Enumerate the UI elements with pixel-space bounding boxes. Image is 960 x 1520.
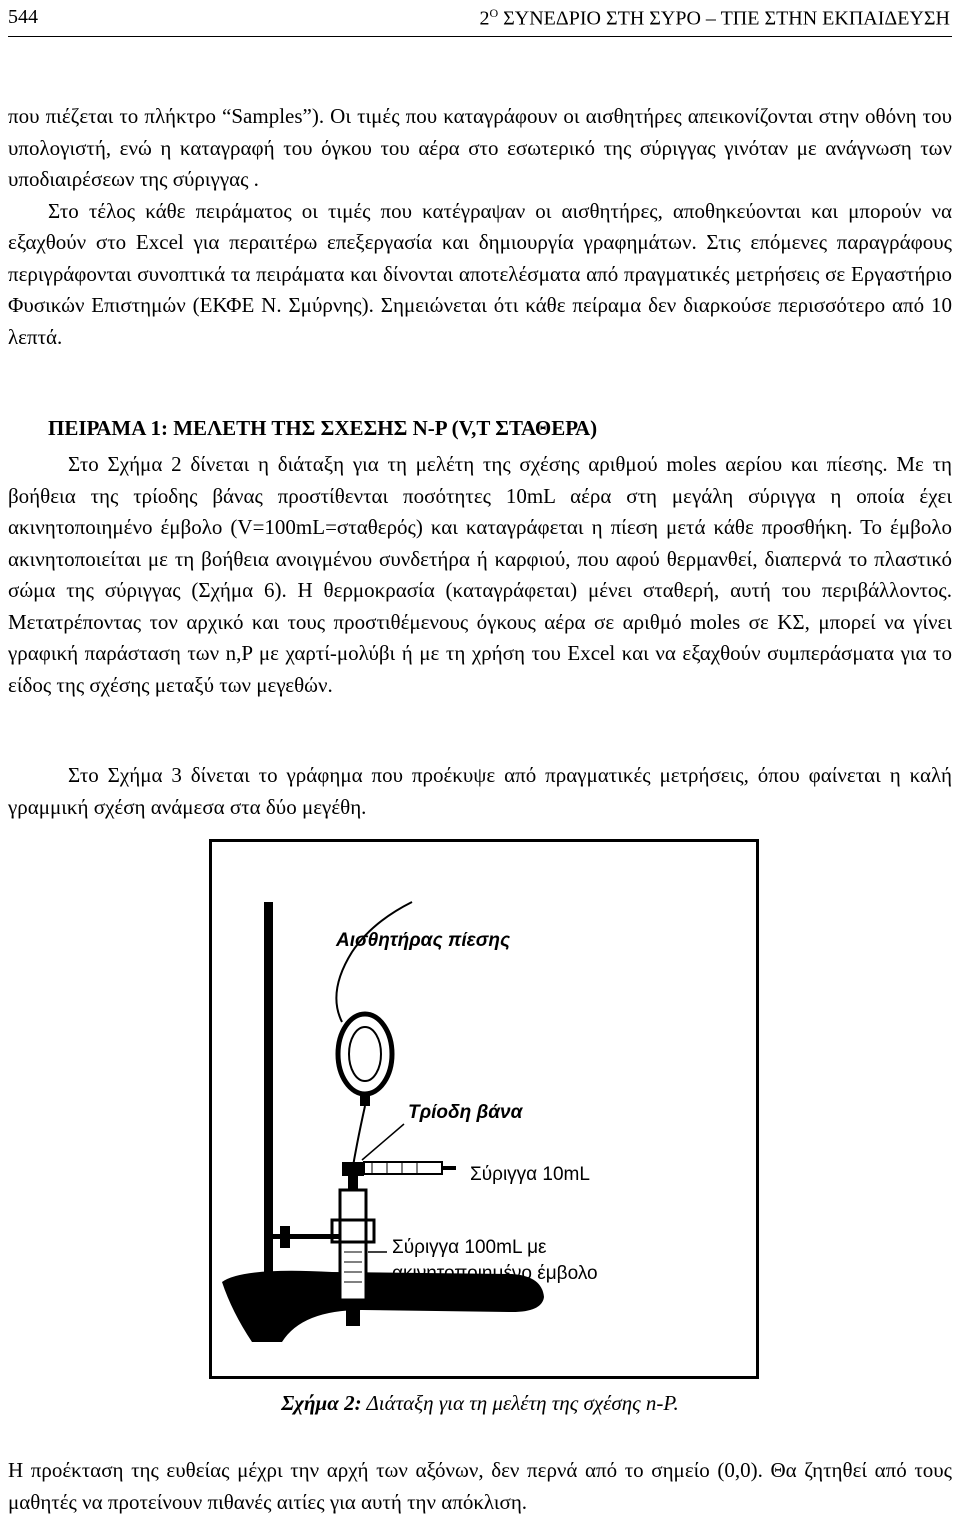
label-pressure-sensor: Αισθητήρας πίεσης bbox=[336, 930, 511, 951]
syringe-10ml bbox=[364, 1162, 442, 1174]
three-way-valve bbox=[342, 1162, 364, 1176]
syringe-10ml-plunger bbox=[442, 1166, 456, 1170]
valve-leader bbox=[362, 1124, 404, 1160]
syringe-100ml bbox=[340, 1190, 366, 1300]
label-syringe-10ml: Σύριγγα 10mL bbox=[470, 1164, 590, 1185]
page-number: 544 bbox=[8, 6, 38, 28]
paragraph-1-part-a: που πιέζεται το πλήκτρο “Samples”). Οι τιμές που καταγράφουν οι αισθητήρες απεικονίζονται στην οθόνη του υπολογιστή, ενώ η καταγραφή του όγκου του αέρα στο εσωτερικό της σύριγγας γινόταν με ανάγνωση των υποδιαιρέσεων της σύριγγας . bbox=[8, 104, 952, 191]
conference-title bbox=[479, 6, 950, 31]
conference-rest: ΣΥΝΕΔΡΙΟ ΣΤΗ ΣΥΡΟ – ΤΠΕ ΣΤΗΝ ΕΚΠΑΙΔΕΥΣΗ bbox=[498, 7, 950, 30]
paragraph-2 bbox=[8, 449, 952, 701]
caption-text: Διάταξη για τη μελέτη της σχέσης n-P. bbox=[361, 1391, 679, 1415]
pressure-sensor-inner bbox=[349, 1027, 381, 1081]
paragraph-4 bbox=[8, 1455, 952, 1518]
figure-apparatus bbox=[209, 839, 759, 1379]
paragraph-1-part-b: Στο τέλος κάθε πειράματος οι τιμές που κατέγραψαν οι αισθητήρες, αποθηκεύονται και μπορούν να εξαχθούν στο Excel για περαιτέρω επεξεργασία και δημιουργία γραφημάτων. Στις επόμενες παραγράφους περιγράφονται συνοπτικά τα πειράματα και δίνονται αποτελέσματα από πραγματικές μετρήσεις σε Εργαστήριο Φυσικών Επιστημών (ΕΚΦΕ Ν. Σμύρνης). Σημειώνεται ότι κάθε πείραμα δεν διαρκούσε περισσότερο από 10 λεπτά. bbox=[8, 198, 952, 349]
paragraph-2-text: Στο Σχήμα 2 δίνεται η διάταξη για τη μελέτη της σχέσης αριθμού moles αερίου και πίεσης. Με τη βοήθεια της τρίοδης βάνας προστίθενται ποσότητες 10mL αέρα στη μεγάλη σύριγγα η οποία έχει ακινητοποιημένο έμβολο (V=100mL=σταθερός) και καταγράφεται η πίεση μετά κάθε προσθήκη. Το έμβολο ακινητοποιείται με τη βοήθεια ανοιγμένου συνδετήρα ή καρφιού, που αφού θερμανθεί, διαπερνά το πλαστικό σώμα της σύριγγας (Σχήμα 6). Η θερμοκρασία (καταγράφεται) μένει σταθερή, αυτή του περιβάλλοντος. Μετατρέποντας τον αρχικό και τους προστιθέμενους όγκους αέρα σε αριθμό moles σε ΚΣ, μπορεί να γίνει γραφική παράσταση των n,P με χαρτί-μολύβι ή με τη χρήση του Excel και να εξαχθούν συμπεράσματα για το είδος της σχέσης μεταξύ των μεγεθών. bbox=[8, 452, 952, 697]
figure-caption bbox=[0, 1391, 960, 1416]
conference-prefix: 2 bbox=[479, 7, 490, 30]
label-syringe-100ml-line2: ακινητοποιημένο έμβολο bbox=[392, 1263, 598, 1284]
paragraph-1 bbox=[8, 101, 952, 353]
conference-superscript: Ο bbox=[489, 6, 499, 20]
label-syringe-100ml-line1: Σύριγγα 100mL με bbox=[392, 1237, 547, 1258]
section-heading: ΠΕΙΡΑΜΑ 1: ΜΕΛΕΤΗ ΤΗΣ ΣΧΕΣΗΣ N-P (V,T ΣΤΑΘΕΡΑ) bbox=[48, 416, 598, 440]
syringe-100ml-tip bbox=[348, 1176, 358, 1190]
paragraph-3 bbox=[8, 760, 952, 823]
paragraph-4-text: Η προέκταση της ευθείας μέχρι την αρχή των αξόνων, δεν περνά από το σημείο (0,0). Θα ζητηθεί από τους μαθητές να προτείνουν πιθανές αιτίες για αυτή την απόκλιση. bbox=[8, 1458, 952, 1514]
sensor-cable bbox=[336, 902, 412, 1022]
caption-label: Σχήμα 2: bbox=[281, 1391, 362, 1415]
syringe-100ml-plunger bbox=[346, 1300, 360, 1326]
label-three-way-valve: Τρίοδη βάνα bbox=[408, 1102, 523, 1123]
paragraph-3-text: Στο Σχήμα 3 δίνεται το γράφημα που προέκυψε από πραγματικές μετρήσεις, όπου φαίνεται η καλή γραμμική σχέση ανάμεσα στα δύο μεγέθη. bbox=[8, 763, 952, 819]
sensor-stem bbox=[360, 1092, 370, 1106]
clamp-knob bbox=[280, 1226, 290, 1248]
page-header bbox=[8, 0, 952, 37]
